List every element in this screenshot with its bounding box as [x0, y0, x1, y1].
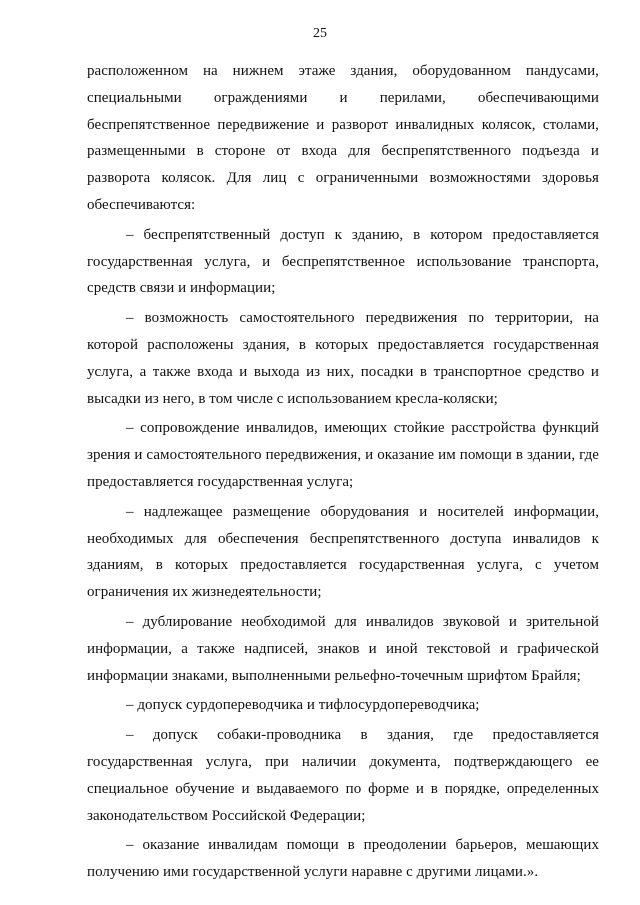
list-item-accessible-building: – беспрепятственный доступ к зданию, в котором предоставляется государственная услуга, и беспрепятственное использование транспорта, средств связи и информации; — [87, 226, 599, 297]
paragraph-continuation: расположенном на нижнем этаже здания, оборудованном пандусами, специальными ограждениями и перилами, обеспечивающими беспрепятственное передвижение и разворот инвалидных колясок, столами, размещенными в стороне от входа для беспрепятственного подъезда и разворота колясок. Для лиц с ограниченными возможностями здоровья обеспечиваются: — [87, 63, 599, 213]
list-item-independent-movement: – возможность самостоятельного передвижения по территории, на которой расположены здания, в которых предоставляется государственная услуга, а также входа и выхода из них, посадки в транспортное средство и высадки из него, в том числе с использованием кресла-коляски; — [87, 310, 599, 407]
list-item-guide-dog: – допуск собаки-проводника в здания, где предоставляется государственная услуга, при наличии документа, подтверждающего ее специальное обучение и выдаваемого по форме и в порядке, определенных законодательством Российской Федерации; — [87, 727, 599, 824]
list-item-sign-interpreter: – допуск сурдопереводчика и тифлосурдопереводчика; — [126, 697, 480, 714]
list-item-barrier-assistance: – оказание инвалидам помощи в преодолении барьеров, мешающих получению ими государственной услуги наравне с другими лицами.». — [87, 837, 599, 881]
page-number: 25 — [313, 26, 327, 41]
document-body — [87, 58, 599, 886]
list-item-braille-duplication: – дублирование необходимой для инвалидов звуковой и зрительной информации, а также надписей, знаков и иной текстовой и графической информации знаками, выполненными рельефно-точечным шрифтом Брайля; — [87, 613, 599, 684]
list-item-equipment-placement: – надлежащее размещение оборудования и носителей информации, необходимых для обеспечения беспрепятственного доступа инвалидов к зданиям, в которых предоставляется государственная услуга, с учетом ограничения их жизнедеятельности; — [87, 503, 599, 601]
list-item-escort: – сопровождение инвалидов, имеющих стойкие расстройства функций зрения и самостоятельного передвижения, и оказание им помощи в здании, где предоставляется государственная услуга; — [87, 420, 599, 490]
